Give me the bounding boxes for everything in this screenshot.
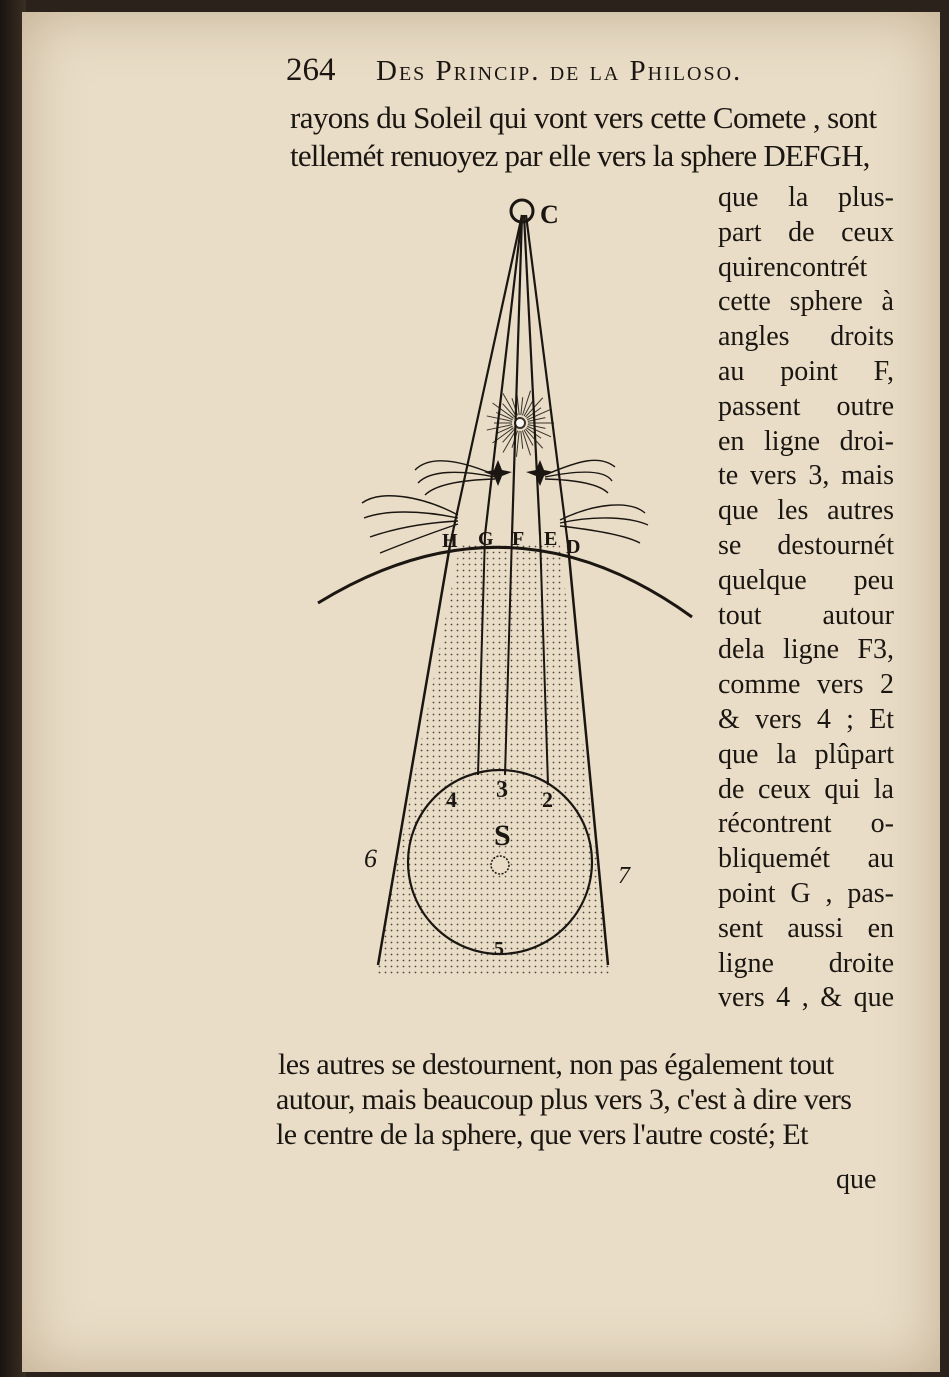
side-text-line: récontrent o- <box>718 808 894 840</box>
label-5: 5 <box>494 938 504 960</box>
label-6: 6 <box>364 844 377 873</box>
label-d: D <box>566 536 581 558</box>
label-4: 4 <box>446 787 457 812</box>
label-s: S <box>494 819 511 852</box>
side-text-line: tout autour <box>718 599 894 631</box>
text-line: rayons du Soleil qui vont vers cette Comete , sont <box>290 100 877 135</box>
star-icons <box>484 460 554 486</box>
side-text-line: part de ceux <box>718 216 894 248</box>
label-3: 3 <box>496 777 508 803</box>
side-text-line: en ligne droi- <box>718 425 894 457</box>
text-line: autour, mais beaucoup plus vers 3, c'est à dire vers <box>276 1083 852 1116</box>
text-line: le centre de la sphere, que vers l'autre costé; Et <box>276 1118 808 1151</box>
text-line: tellemét renuoyez par elle vers la sphere DEFGH, <box>290 138 870 173</box>
side-text-line: comme vers 2 <box>718 669 894 701</box>
side-text-line: point G , pas- <box>718 878 894 909</box>
side-text-line: vers 4 , & que <box>718 982 894 1014</box>
side-text-line: de ceux qui la <box>718 773 894 805</box>
side-text-line: quelque peu <box>718 564 894 596</box>
sun-icon <box>491 856 509 874</box>
label-h: H <box>442 530 458 552</box>
side-text-line: au point F, <box>718 356 894 387</box>
side-text-line: passent outre <box>718 390 894 422</box>
starburst-icon <box>487 389 554 457</box>
label-f: F <box>512 528 525 550</box>
label-7: 7 <box>618 863 630 889</box>
side-text-line: bliquemét au <box>718 843 894 875</box>
label-2: 2 <box>542 787 553 812</box>
comet-diagram <box>300 185 720 1015</box>
side-text-line: dela ligne F3, <box>718 634 894 666</box>
side-text-line: quirencontrét <box>718 251 868 283</box>
side-text-line: sent aussi en <box>718 912 894 944</box>
side-text-line: que la plûpart <box>718 738 894 770</box>
side-text-line: te vers 3, mais <box>718 460 894 492</box>
page-number: 264 <box>286 52 336 88</box>
side-text-line: cette sphere à <box>718 286 894 318</box>
side-text-line: angles droits <box>718 321 894 353</box>
side-text-line: que les autres <box>718 495 894 527</box>
catchword: que <box>836 1164 877 1195</box>
label-e: E <box>544 528 558 550</box>
text-line: les autres se destournent, non pas également tout <box>278 1048 834 1081</box>
side-text-line: & vers 4 ; Et <box>718 704 894 735</box>
side-text-line: se destournét <box>718 530 894 561</box>
side-text-line: que la plus- <box>718 182 894 213</box>
side-text-line: ligne droite <box>718 947 894 979</box>
running-head: Des Princip. de la Philoso. <box>376 55 743 87</box>
label-g: G <box>478 528 494 550</box>
label-c: C <box>540 200 559 229</box>
